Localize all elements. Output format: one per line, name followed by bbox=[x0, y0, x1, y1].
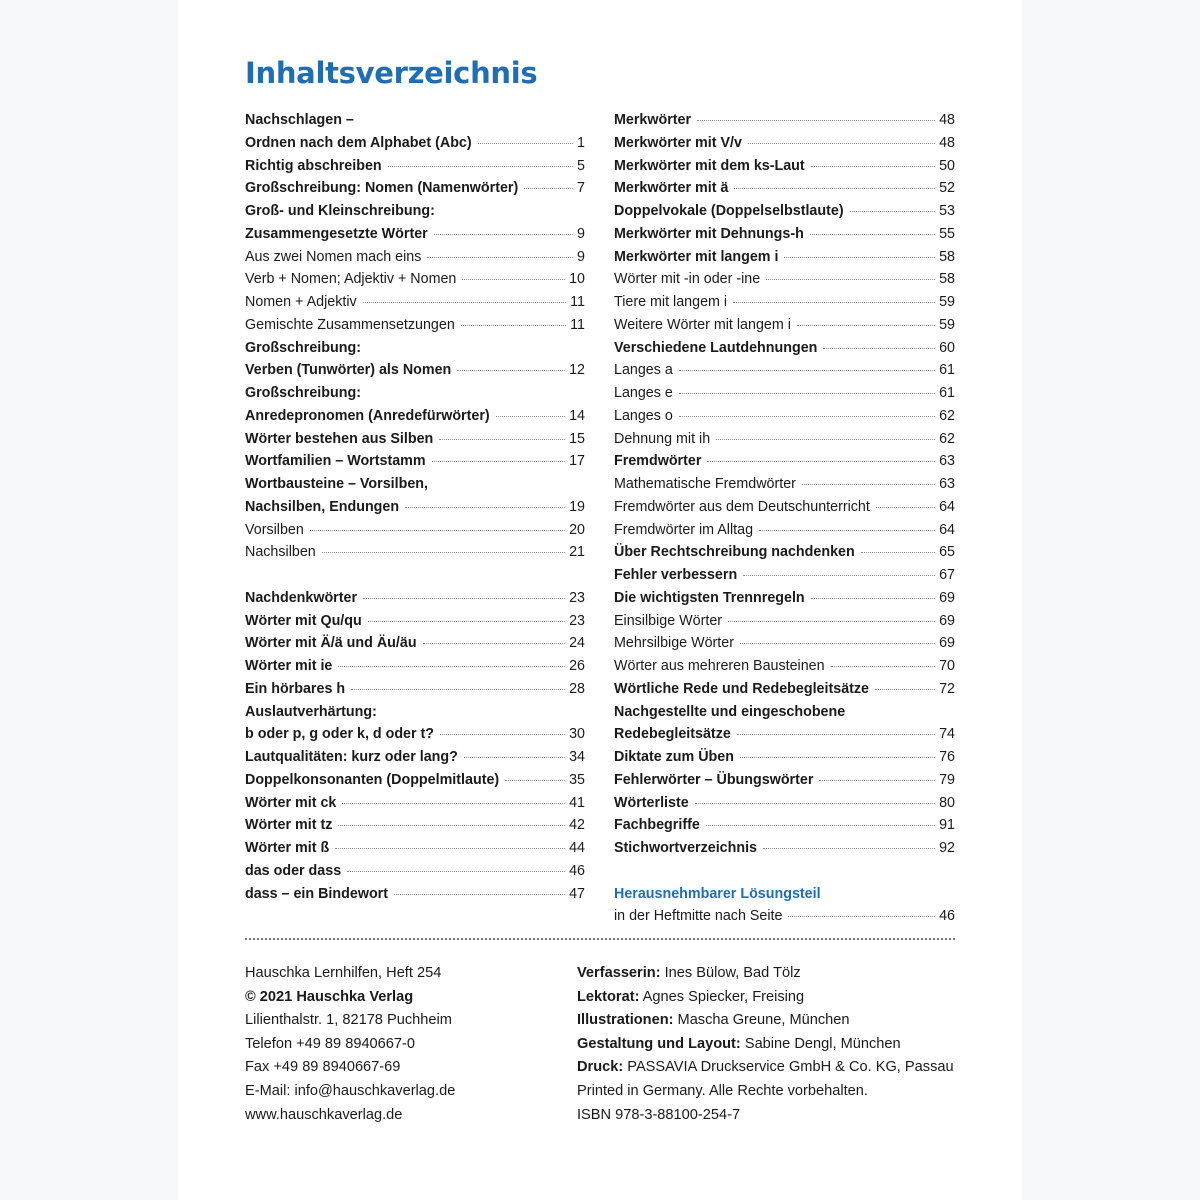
toc-entry-label: Nachsilben bbox=[245, 544, 316, 561]
toc-page-number: 11 bbox=[570, 316, 585, 333]
imprint-line: © 2021 Hauschka Verlag bbox=[245, 988, 414, 1005]
toc-entry bbox=[614, 701, 955, 724]
toc-entry bbox=[614, 905, 955, 928]
toc-entry bbox=[245, 610, 585, 633]
toc-leader-dots bbox=[464, 757, 565, 758]
toc-page-number: 63 bbox=[939, 476, 955, 492]
toc-leader-dots bbox=[342, 803, 565, 804]
toc-page-number: 46 bbox=[569, 862, 585, 879]
toc-entry bbox=[614, 337, 955, 360]
toc-entry-label: Wörter mit ie bbox=[245, 658, 333, 674]
toc-spacer bbox=[245, 564, 585, 587]
toc-leader-dots bbox=[439, 439, 565, 440]
toc-leader-dots bbox=[388, 166, 573, 167]
toc-entry bbox=[245, 632, 585, 655]
toc-entry-label: Ein hörbares h bbox=[245, 680, 346, 697]
toc-entry-label: Gemischte Zusammensetzungen bbox=[245, 316, 455, 333]
toc-page-number: 44 bbox=[569, 840, 585, 856]
toc-entry bbox=[245, 473, 585, 496]
toc-entry bbox=[614, 450, 955, 473]
toc-entry bbox=[245, 132, 585, 155]
toc-entry-label: Langes e bbox=[614, 385, 673, 401]
toc-entry bbox=[614, 496, 955, 519]
toc-entry bbox=[245, 769, 585, 792]
toc-entry-label: Verb + Nomen; Adjektiv + Nomen bbox=[245, 271, 457, 288]
toc-leader-dots bbox=[876, 507, 935, 508]
toc-page-number: 30 bbox=[569, 726, 585, 743]
toc-entry bbox=[245, 359, 585, 382]
toc-entry-label: Wortbausteine – Vorsilben, bbox=[245, 476, 428, 492]
toc-entry-label: Wörter aus mehreren Bausteinen bbox=[614, 658, 825, 674]
toc-entry bbox=[614, 359, 955, 382]
toc-entry bbox=[245, 155, 585, 178]
toc-page-number: 80 bbox=[939, 794, 955, 811]
toc-entry-label: Nachsilben, Endungen bbox=[245, 498, 400, 515]
toc-leader-dots bbox=[740, 643, 935, 644]
credit-value: Agnes Spiecker, Freising bbox=[639, 988, 805, 1005]
toc-entry bbox=[245, 496, 585, 519]
toc-entry-label: Nomen + Adjektiv bbox=[245, 294, 357, 310]
toc-page-number: 64 bbox=[939, 521, 955, 538]
page-title: Inhaltsverzeichnis bbox=[245, 56, 538, 90]
toc-page-number: 59 bbox=[939, 316, 955, 333]
toc-entry bbox=[245, 655, 585, 678]
imprint-line: Hauschka Lernhilfen, Heft 254 bbox=[245, 965, 442, 981]
toc-page-number: 92 bbox=[939, 840, 955, 856]
toc-entry bbox=[614, 473, 955, 496]
toc-entry bbox=[245, 701, 585, 724]
toc-page-number: 58 bbox=[939, 271, 955, 288]
toc-page-number: 61 bbox=[939, 362, 955, 379]
toc-leader-dots bbox=[363, 302, 567, 303]
toc-leader-dots bbox=[850, 211, 936, 212]
toc-entry bbox=[614, 132, 955, 155]
toc-page-number: 12 bbox=[569, 362, 585, 379]
imprint-line: Lilienthalstr. 1, 82178 Puchheim bbox=[245, 1012, 452, 1029]
toc-page-number: 11 bbox=[570, 294, 585, 310]
imprint-publisher bbox=[245, 962, 455, 1127]
toc-entry-label: das oder dass bbox=[245, 862, 342, 879]
toc-entry-label: Diktate zum Üben bbox=[614, 749, 734, 765]
toc-entry-label: Wörter bestehen aus Silben bbox=[245, 430, 434, 447]
toc-page-number: 23 bbox=[569, 589, 585, 606]
toc-entry-label: Zusammengesetzte Wörter bbox=[245, 225, 428, 242]
toc-page-number: 24 bbox=[569, 635, 585, 652]
toc-entry-label: Fehler verbessern bbox=[614, 567, 738, 583]
toc-leader-dots bbox=[427, 257, 573, 258]
toc-page-number: 28 bbox=[569, 680, 585, 697]
toc-entry-label: Vorsilben bbox=[245, 521, 304, 538]
toc-entry bbox=[614, 792, 955, 815]
toc-leader-dots bbox=[797, 325, 935, 326]
toc-entry bbox=[245, 792, 585, 815]
credit-line bbox=[577, 1104, 954, 1128]
toc-page-number: 76 bbox=[939, 749, 955, 765]
toc-page-number: 62 bbox=[939, 430, 955, 447]
toc-entry-label: Richtig abschreiben bbox=[245, 157, 382, 174]
toc-page-number: 69 bbox=[939, 635, 955, 652]
toc-entry-label: Aus zwei Nomen mach eins bbox=[245, 248, 422, 265]
credit-line bbox=[577, 962, 954, 986]
toc-leader-dots bbox=[707, 461, 935, 462]
toc-page-number: 58 bbox=[939, 248, 955, 265]
toc-leader-dots bbox=[716, 439, 935, 440]
toc-entry bbox=[614, 678, 955, 701]
toc-entry bbox=[245, 405, 585, 428]
toc-leader-dots bbox=[338, 825, 565, 826]
toc-leader-dots bbox=[440, 734, 565, 735]
toc-page-number: 41 bbox=[569, 794, 585, 811]
toc-page-number: 35 bbox=[569, 771, 585, 788]
toc-entry bbox=[614, 746, 955, 769]
toc-leader-dots bbox=[524, 188, 573, 189]
toc-page-number: 19 bbox=[569, 498, 585, 515]
toc-entry-label: Dehnung mit ih bbox=[614, 430, 711, 447]
imprint-line: E-Mail: info@hauschkaverlag.de bbox=[245, 1082, 456, 1099]
toc-leader-dots bbox=[505, 780, 565, 781]
toc-entry bbox=[245, 860, 585, 883]
toc-leader-dots bbox=[478, 143, 573, 144]
credit-line bbox=[577, 1033, 954, 1057]
toc-entry-label: Wörter mit Qu/qu bbox=[245, 612, 362, 629]
toc-leader-dots bbox=[351, 689, 565, 690]
toc-leader-dots bbox=[394, 894, 565, 895]
toc-spacer bbox=[614, 860, 955, 883]
toc-page-number: 53 bbox=[939, 203, 955, 219]
toc-leader-dots bbox=[432, 461, 565, 462]
toc-entry-label: Merkwörter bbox=[614, 112, 692, 128]
toc-right-column bbox=[614, 109, 955, 928]
toc-entry bbox=[614, 632, 955, 655]
toc-entry-label: Großschreibung: bbox=[245, 385, 361, 401]
toc-entry-label: Groß- und Kleinschreibung: bbox=[245, 203, 435, 219]
toc-entry-label: Ordnen nach dem Alphabet (Abc) bbox=[245, 134, 472, 151]
toc-entry bbox=[245, 541, 585, 564]
toc-entry bbox=[245, 314, 585, 337]
toc-entry bbox=[614, 200, 955, 223]
toc-page-number: 47 bbox=[569, 885, 585, 902]
toc-leader-dots bbox=[679, 393, 935, 394]
toc-leader-dots bbox=[496, 416, 565, 417]
toc-entry-label: Merkwörter mit Dehnungs-h bbox=[614, 225, 804, 242]
imprint-line: Fax +49 89 8940667-69 bbox=[245, 1059, 401, 1076]
toc-leader-dots bbox=[875, 689, 935, 690]
toc-leader-dots bbox=[831, 666, 936, 667]
toc-entry-label: Fremdwörter bbox=[614, 453, 702, 470]
toc-entry-label: Einsilbige Wörter bbox=[614, 612, 723, 629]
toc-page-number: 55 bbox=[939, 225, 955, 242]
toc-entry-label: Großschreibung: bbox=[245, 339, 361, 356]
toc-page-number: 17 bbox=[569, 453, 585, 470]
toc-page-number: 14 bbox=[569, 407, 585, 424]
credit-value: Mascha Greune, München bbox=[673, 1012, 850, 1029]
toc-entry bbox=[614, 223, 955, 246]
toc-entry-label: Nachdenkwörter bbox=[245, 589, 358, 606]
toc-leader-dots bbox=[363, 598, 565, 599]
toc-leader-dots bbox=[695, 803, 935, 804]
imprint-line: www.hauschkaverlag.de bbox=[245, 1106, 403, 1123]
toc-entry-label: Über Rechtschreibung nachdenken bbox=[614, 544, 855, 561]
toc-entry bbox=[614, 814, 955, 837]
toc-page-number: 62 bbox=[939, 407, 955, 424]
toc-entry bbox=[245, 109, 585, 132]
toc-entry-label: Herausnehmbarer Lösungsteil bbox=[614, 885, 821, 902]
toc-entry bbox=[245, 177, 585, 200]
toc-entry-label: Langes a bbox=[614, 362, 673, 379]
toc-page-number: 65 bbox=[939, 544, 955, 561]
toc-entry-label: Nachschlagen – bbox=[245, 112, 354, 128]
toc-leader-dots bbox=[763, 848, 935, 849]
toc-leader-dots bbox=[788, 916, 935, 917]
toc-page-number: 1 bbox=[577, 134, 585, 151]
toc-leader-dots bbox=[734, 188, 935, 189]
toc-entry bbox=[245, 814, 585, 837]
toc-page-number: 63 bbox=[939, 453, 955, 470]
toc-leader-dots bbox=[368, 621, 565, 622]
toc-leader-dots bbox=[679, 416, 935, 417]
toc-page-number: 23 bbox=[569, 612, 585, 629]
credit-value: ISBN 978-3-88100-254-7 bbox=[577, 1106, 741, 1123]
toc-entry bbox=[614, 587, 955, 610]
toc-leader-dots bbox=[811, 598, 935, 599]
toc-leader-dots bbox=[434, 234, 573, 235]
toc-entry-label: in der Heftmitte nach Seite bbox=[614, 908, 783, 925]
credit-value: PASSAVIA Druckservice GmbH & Co. KG, Passau bbox=[623, 1059, 954, 1076]
toc-entry bbox=[614, 723, 955, 746]
toc-leader-dots bbox=[784, 257, 935, 258]
toc-entry-label: Mathematische Fremdwörter bbox=[614, 476, 796, 492]
credit-line bbox=[577, 1056, 954, 1080]
toc-page-number: 74 bbox=[939, 726, 955, 743]
toc-entry-label: Fremdwörter im Alltag bbox=[614, 521, 754, 538]
toc-entry-label: Merkwörter mit langem i bbox=[614, 248, 779, 265]
toc-entry bbox=[614, 519, 955, 542]
toc-entry bbox=[614, 837, 955, 860]
toc-leader-dots bbox=[810, 234, 935, 235]
toc-entry bbox=[614, 177, 955, 200]
toc-entry-label: Lautqualitäten: kurz oder lang? bbox=[245, 749, 458, 765]
toc-page-number: 67 bbox=[939, 567, 955, 583]
toc-page-number: 64 bbox=[939, 498, 955, 515]
credit-value: Sabine Dengl, München bbox=[740, 1035, 901, 1052]
toc-leader-dots bbox=[728, 621, 935, 622]
toc-page-number: 60 bbox=[939, 339, 955, 356]
toc-entry-label: Doppelkonsonanten (Doppelmitlaute) bbox=[245, 771, 500, 788]
toc-leader-dots bbox=[759, 530, 935, 531]
toc-page-number: 46 bbox=[939, 908, 955, 925]
toc-entry bbox=[614, 655, 955, 678]
toc-leader-dots bbox=[861, 552, 935, 553]
toc-entry-label: Merkwörter mit ä bbox=[614, 180, 729, 197]
toc-entry-label: Nachgestellte und eingeschobene bbox=[614, 703, 846, 720]
toc-entry-label: Anredepronomen (Anredefürwörter) bbox=[245, 407, 490, 424]
toc-entry-label: Wortfamilien – Wortstamm bbox=[245, 453, 426, 470]
credit-line bbox=[577, 986, 954, 1010]
toc-entry bbox=[245, 723, 585, 746]
toc-entry-label: b oder p, g oder k, d oder t? bbox=[245, 726, 435, 743]
dotted-divider bbox=[245, 938, 955, 940]
toc-entry-label: Wörter mit tz bbox=[245, 817, 333, 834]
toc-entry-label: Fremdwörter aus dem Deutschunterricht bbox=[614, 498, 870, 515]
toc-entry bbox=[614, 109, 955, 132]
toc-entry-label: Doppelvokale (Doppelselbstlaute) bbox=[614, 203, 844, 219]
toc-page-number: 42 bbox=[569, 817, 585, 834]
toc-entry bbox=[245, 428, 585, 451]
toc-leader-dots bbox=[679, 370, 935, 371]
toc-page-number: 5 bbox=[577, 157, 585, 174]
toc-entry-label: Die wichtigsten Trennregeln bbox=[614, 589, 805, 606]
toc-entry-label: Wörter mit ck bbox=[245, 794, 337, 811]
toc-entry bbox=[245, 587, 585, 610]
toc-entry-label: Merkwörter mit dem ks-Laut bbox=[614, 157, 805, 174]
toc-entry bbox=[614, 769, 955, 792]
toc-entry-label: Fehlerwörter – Übungswörter bbox=[614, 771, 814, 788]
toc-page-number: 59 bbox=[939, 294, 955, 310]
toc-leader-dots bbox=[766, 279, 935, 280]
toc-entry bbox=[245, 837, 585, 860]
toc-entry-label: Weitere Wörter mit langem i bbox=[614, 316, 791, 333]
credit-key: Druck: bbox=[577, 1059, 624, 1076]
credit-line bbox=[577, 1009, 954, 1033]
toc-entry bbox=[245, 223, 585, 246]
toc-entry-label: Wörterliste bbox=[614, 794, 689, 811]
toc-entry bbox=[245, 746, 585, 769]
toc-entry-label: Großschreibung: Nomen (Namenwörter) bbox=[245, 180, 519, 197]
toc-page-number: 79 bbox=[939, 771, 955, 788]
imprint-credits bbox=[577, 962, 954, 1127]
toc-left-column bbox=[245, 109, 585, 905]
toc-entry bbox=[614, 246, 955, 269]
toc-page-number: 70 bbox=[939, 658, 955, 674]
toc-leader-dots bbox=[462, 279, 565, 280]
toc-entry bbox=[614, 564, 955, 587]
toc-page-number: 7 bbox=[577, 180, 585, 197]
toc-leader-dots bbox=[823, 348, 935, 349]
toc-entry bbox=[614, 883, 955, 906]
toc-entry bbox=[245, 519, 585, 542]
toc-leader-dots bbox=[740, 757, 935, 758]
toc-entry-label: Stichwortverzeichnis bbox=[614, 840, 758, 856]
toc-page-number: 48 bbox=[939, 134, 955, 151]
toc-entry-label: Fachbegriffe bbox=[614, 817, 700, 834]
toc-leader-dots bbox=[733, 302, 935, 303]
credit-line bbox=[577, 1080, 954, 1104]
toc-entry bbox=[614, 610, 955, 633]
toc-entry bbox=[614, 405, 955, 428]
credit-key: Gestaltung und Layout: bbox=[577, 1035, 741, 1052]
toc-entry bbox=[245, 678, 585, 701]
toc-leader-dots bbox=[743, 575, 935, 576]
toc-leader-dots bbox=[461, 325, 566, 326]
toc-entry-label: Wörter mit -in oder -ine bbox=[614, 271, 761, 288]
toc-page-number: 34 bbox=[569, 749, 585, 765]
toc-entry-label: Langes o bbox=[614, 407, 673, 424]
imprint-line: Telefon +49 89 8940667-0 bbox=[245, 1035, 416, 1052]
toc-page-number: 9 bbox=[577, 248, 585, 265]
toc-entry-label: Verschiedene Lautdehnungen bbox=[614, 339, 818, 356]
toc-leader-dots bbox=[405, 507, 565, 508]
toc-entry-label: Tiere mit langem i bbox=[614, 294, 728, 310]
credit-key: Illustrationen: bbox=[577, 1012, 674, 1029]
toc-page-number: 26 bbox=[569, 658, 585, 674]
toc-leader-dots bbox=[811, 166, 935, 167]
toc-leader-dots bbox=[697, 120, 935, 121]
toc-entry bbox=[614, 268, 955, 291]
toc-page-number: 91 bbox=[939, 817, 955, 834]
toc-entry bbox=[245, 291, 585, 314]
toc-entry-label: Redebegleitsätze bbox=[614, 726, 731, 743]
toc-leader-dots bbox=[322, 552, 565, 553]
toc-entry-label: Wörtliche Rede und Redebegleitsätze bbox=[614, 680, 870, 697]
toc-entry bbox=[245, 337, 585, 360]
credit-value: Printed in Germany. Alle Rechte vorbehalten. bbox=[577, 1082, 868, 1099]
toc-entry-label: Merkwörter mit V/v bbox=[614, 134, 742, 151]
credit-key: Verfasserin: bbox=[577, 965, 661, 981]
toc-page-number: 48 bbox=[939, 112, 955, 128]
toc-leader-dots bbox=[347, 871, 565, 872]
toc-page-number: 69 bbox=[939, 612, 955, 629]
toc-entry bbox=[614, 428, 955, 451]
toc-leader-dots bbox=[706, 825, 935, 826]
toc-leader-dots bbox=[423, 643, 566, 644]
toc-leader-dots bbox=[335, 848, 565, 849]
toc-leader-dots bbox=[748, 143, 935, 144]
toc-leader-dots bbox=[737, 734, 935, 735]
toc-page-number: 61 bbox=[939, 385, 955, 401]
toc-page-number: 69 bbox=[939, 589, 955, 606]
toc-page-number: 20 bbox=[569, 521, 585, 538]
toc-page-number: 10 bbox=[569, 271, 585, 288]
toc-page-number: 9 bbox=[577, 225, 585, 242]
toc-entry bbox=[245, 246, 585, 269]
toc-entry bbox=[614, 541, 955, 564]
toc-entry-label: Wörter mit Ä/ä und Äu/äu bbox=[245, 635, 417, 652]
toc-entry bbox=[245, 268, 585, 291]
toc-leader-dots bbox=[457, 370, 565, 371]
toc-leader-dots bbox=[310, 530, 565, 531]
toc-entry bbox=[614, 155, 955, 178]
toc-page-number: 21 bbox=[569, 544, 585, 561]
toc-entry bbox=[245, 883, 585, 906]
toc-page-number: 52 bbox=[939, 180, 955, 197]
toc-entry-label: Auslautverhärtung: bbox=[245, 703, 377, 720]
toc-entry bbox=[614, 291, 955, 314]
credit-key: Lektorat: bbox=[577, 988, 640, 1005]
toc-entry bbox=[245, 450, 585, 473]
toc-entry-label: Mehrsilbige Wörter bbox=[614, 635, 734, 652]
toc-page-number: 72 bbox=[939, 680, 955, 697]
toc-page-number: 15 bbox=[569, 430, 585, 447]
toc-leader-dots bbox=[338, 666, 565, 667]
toc-leader-dots bbox=[802, 484, 935, 485]
toc-entry bbox=[245, 200, 585, 223]
toc-entry bbox=[245, 382, 585, 405]
toc-entry-label: Verben (Tunwörter) als Nomen bbox=[245, 362, 452, 379]
toc-leader-dots bbox=[819, 780, 935, 781]
toc-entry-label: dass – ein Bindewort bbox=[245, 885, 389, 902]
toc-entry bbox=[614, 382, 955, 405]
toc-entry bbox=[614, 314, 955, 337]
credit-value: Ines Bülow, Bad Tölz bbox=[660, 965, 801, 981]
toc-entry-label: Wörter mit ß bbox=[245, 840, 330, 856]
toc-page-number: 50 bbox=[939, 157, 955, 174]
